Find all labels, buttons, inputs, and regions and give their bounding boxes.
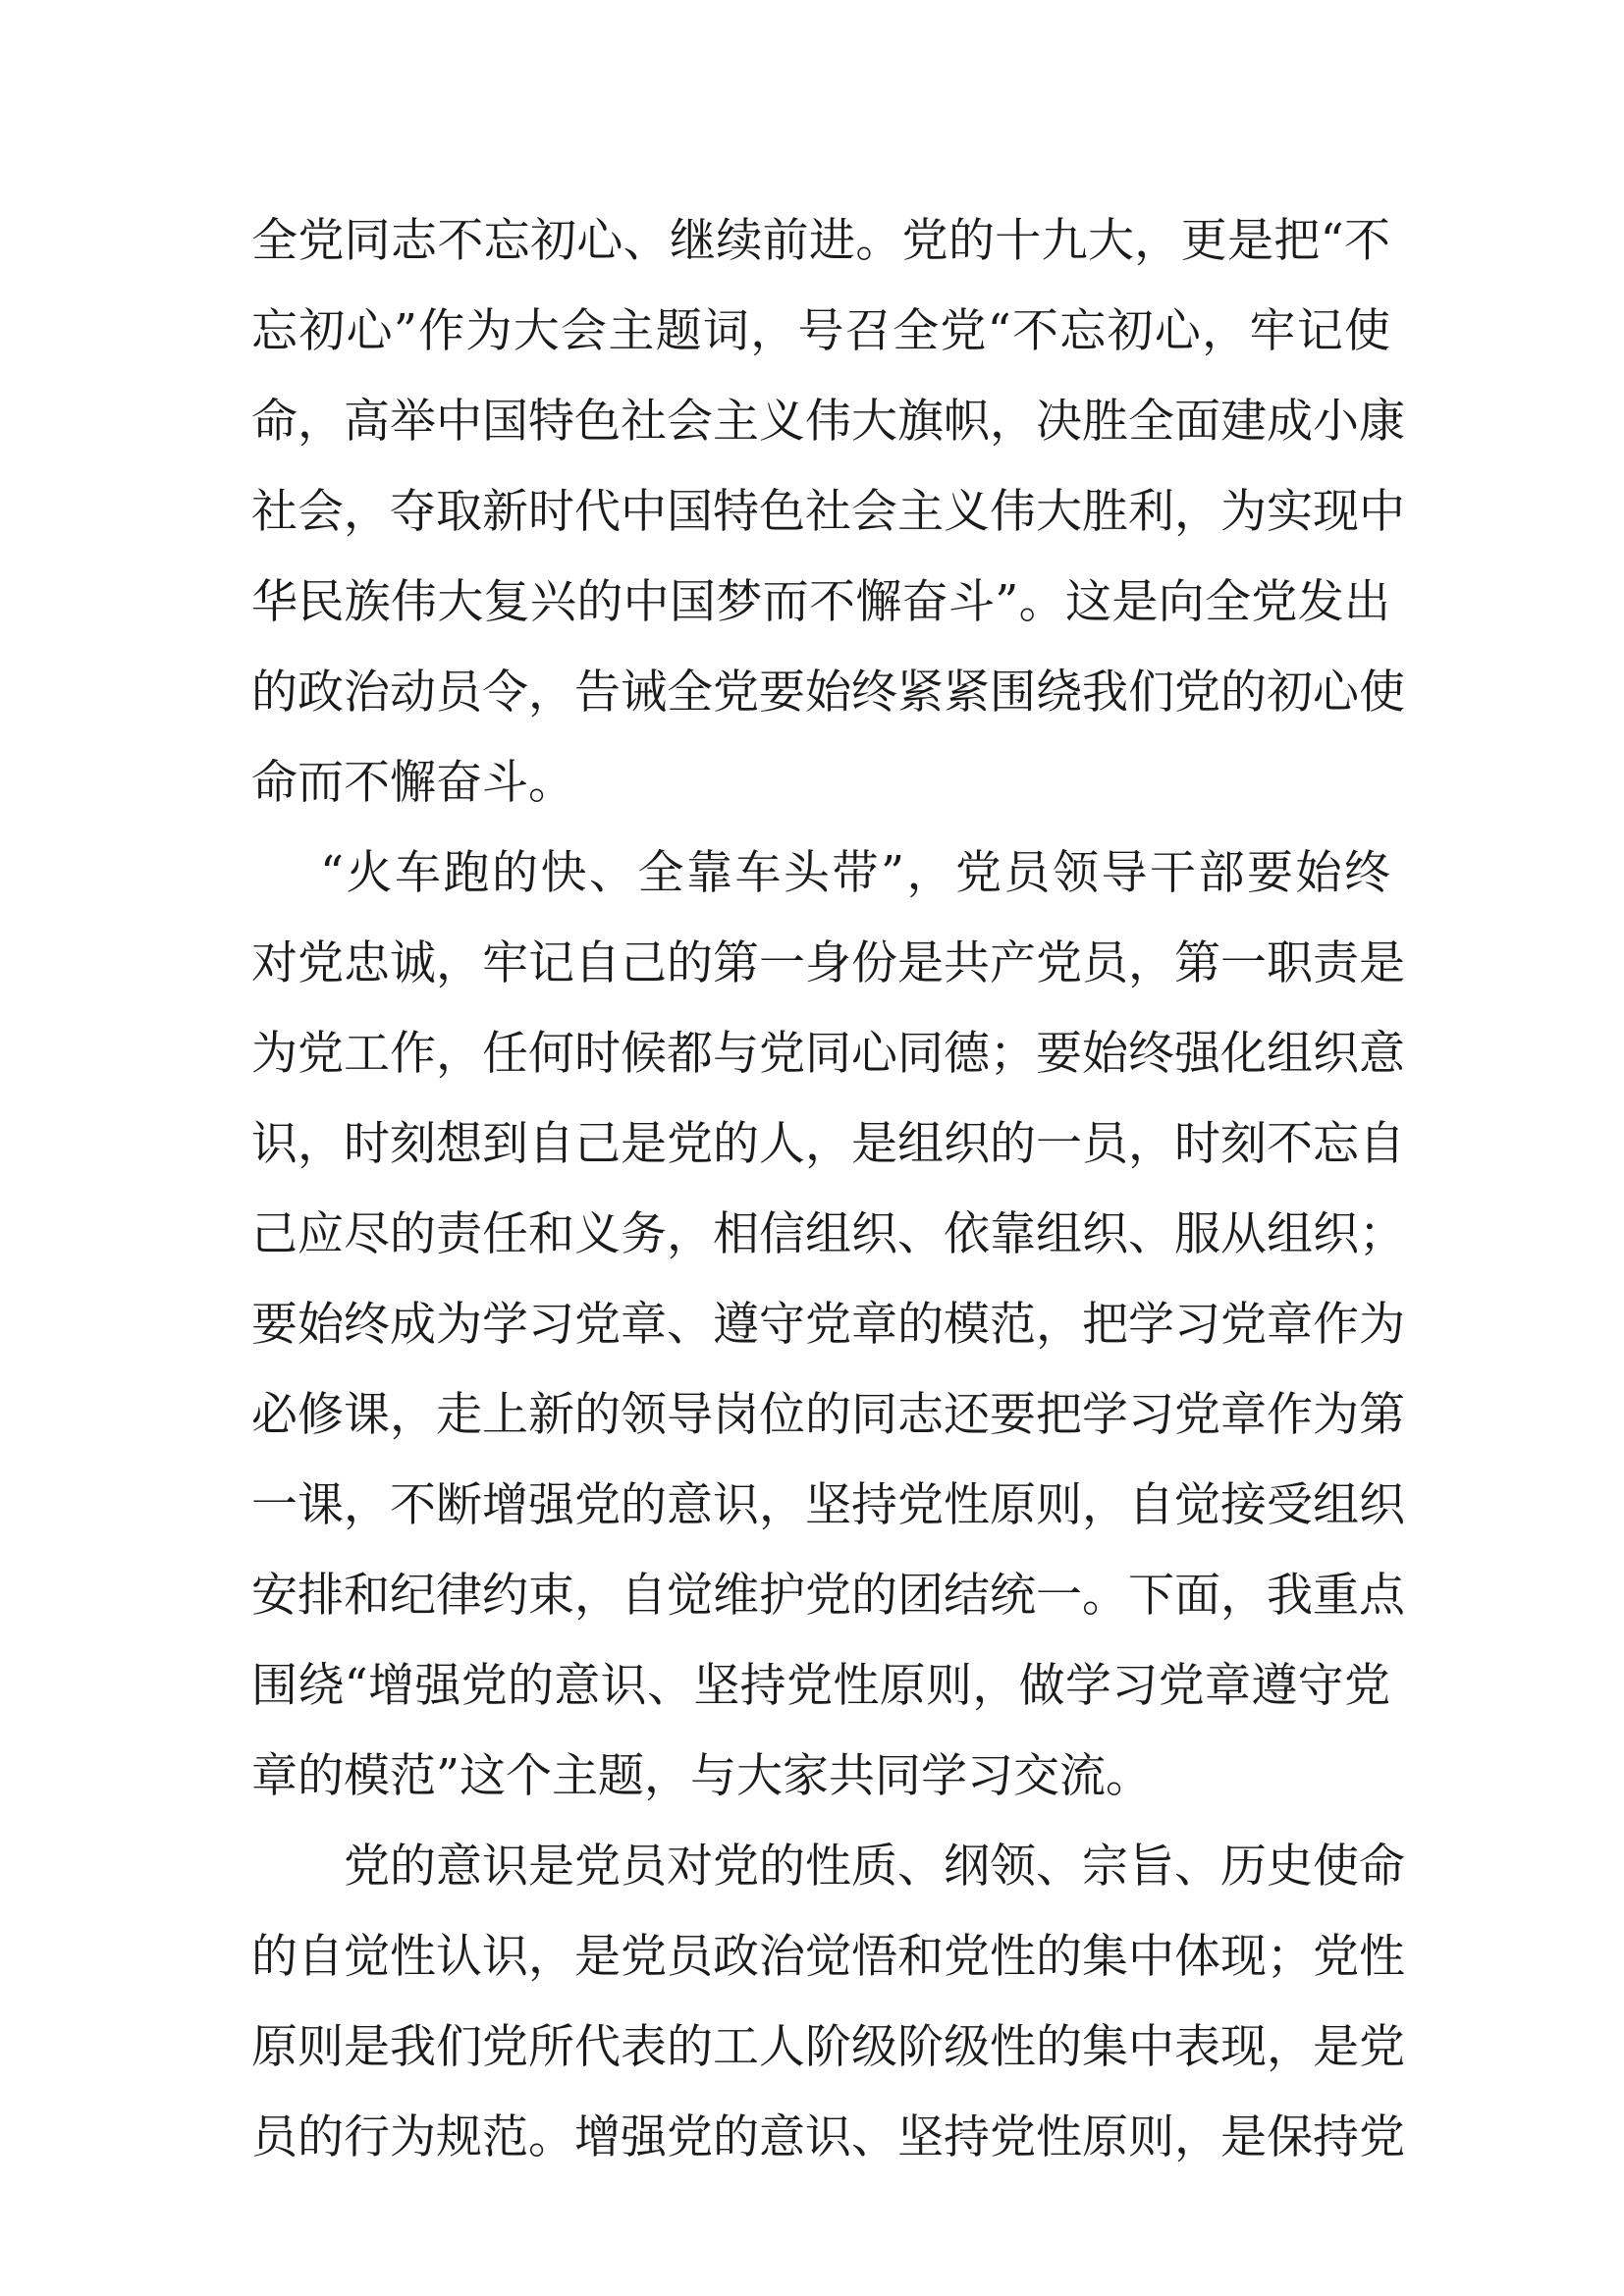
text-line: 章的模范”这个主题，与大家共同学习交流。	[251, 1749, 1153, 1803]
text-line: 的自觉性认识，是党员政治觉悟和党性的集中体现；党性	[251, 1930, 1405, 1984]
text-line: 一课，不断增强党的意识，坚持党性原则，自觉接受组织	[251, 1478, 1405, 1532]
text-line: 命，高举中国特色社会主义伟大旗帜，决胜全面建成小康	[251, 395, 1405, 449]
text-line: 必修课，走上新的领导岗位的同志还要把学习党章作为第	[251, 1388, 1405, 1442]
text-line: 的政治动员令，告诫全党要始终紧紧围绕我们党的初心使	[251, 666, 1405, 720]
text-line: 围绕“增强党的意识、坚持党性原则，做学习党章遵守党	[251, 1659, 1390, 1713]
text-line: 忘初心”作为大会主题词，号召全党“不忘初心，牢记使	[251, 304, 1390, 358]
text-line: 识，时刻想到自己是党的人，是组织的一员，时刻不忘自	[251, 1117, 1405, 1171]
text-line: “火车跑的快、全靠车头带”，党员领导干部要始终	[320, 846, 1390, 900]
text-line: 党的意识是党员对党的性质、纲领、宗旨、历史使命	[344, 1840, 1405, 1894]
text-line: 华民族伟大复兴的中国梦而不懈奋斗”。这是向全党发出	[251, 575, 1390, 629]
text-line: 对党忠诚，牢记自己的第一身份是共产党员，第一职责是	[251, 936, 1405, 990]
text-line: 全党同志不忘初心、继续前进。党的十九大，更是把“不	[251, 214, 1390, 268]
text-line: 己应尽的责任和义务，相信组织、依靠组织、服从组织；	[251, 1207, 1405, 1261]
body-text	[251, 196, 1405, 2183]
text-line: 要始终成为学习党章、遵守党章的模范，把学习党章作为	[251, 1298, 1405, 1352]
text-line: 原则是我们党所代表的工人阶级阶级性的集中表现，是党	[251, 2020, 1405, 2074]
text-line: 员的行为规范。增强党的意识、坚持党性原则，是保持党	[251, 2110, 1405, 2164]
text-line: 为党工作，任何时候都与党同心同德；要始终强化组织意	[251, 1027, 1405, 1081]
text-line: 社会，夺取新时代中国特色社会主义伟大胜利，为实现中	[251, 485, 1405, 539]
text-line: 命而不懈奋斗。	[251, 756, 574, 810]
text-line: 安排和纪律约束，自觉维护党的团结统一。下面，我重点	[251, 1569, 1405, 1623]
